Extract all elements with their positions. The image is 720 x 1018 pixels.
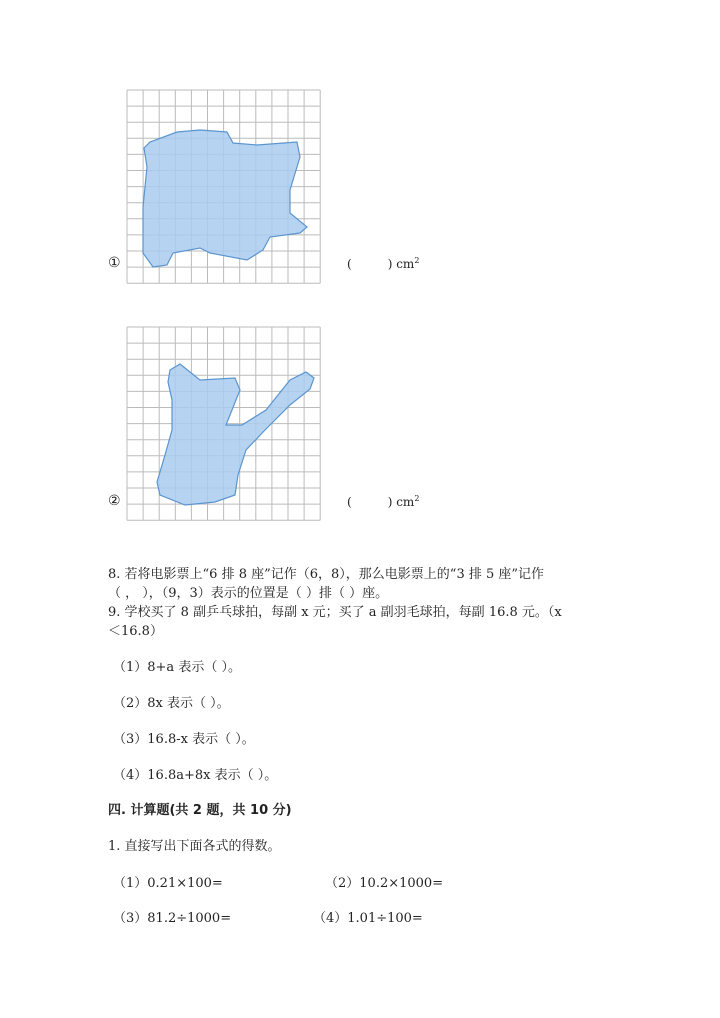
- irregular-shape-2: [157, 364, 314, 505]
- q9-item-2: （2）8x 表示（ ）。: [113, 696, 230, 711]
- close-paren: ): [387, 495, 393, 509]
- q8-line2: （ ， ），（9，3）表示的位置是（ ）排（ ）座。: [108, 586, 389, 601]
- calc-item-1: （1）0.21×100=: [113, 876, 223, 891]
- calc-prompt: 1. 直接写出下面各式的得数。: [108, 839, 281, 854]
- q8-line1: 8. 若将电影票上“6 排 8 座”记作（6，8），那么电影票上的“3 排 5 座”记作: [108, 567, 545, 582]
- calc-item-4: （4）1.01÷100=: [313, 911, 423, 926]
- open-paren: (: [347, 257, 352, 271]
- unit-power: 2: [414, 256, 420, 265]
- unit-power: 2: [414, 494, 420, 503]
- q9-item-3: （3）16.8-x 表示（ ）。: [113, 732, 255, 747]
- q9-line2: ＜16.8）: [108, 624, 163, 639]
- q9-item-1: （1）8+a 表示（ ）。: [113, 660, 241, 675]
- unit: cm: [396, 495, 415, 509]
- calc-item-3: （3）81.2÷1000=: [113, 911, 232, 926]
- q9-item-4: （4）16.8a+8x 表示（ ）。: [113, 768, 278, 783]
- figure-1-answer[interactable]: [347, 256, 419, 271]
- figure-2-answer[interactable]: [347, 494, 419, 509]
- q9-line1: 9. 学校买了 8 副乒乓球拍，每副 x 元；买了 a 副羽毛球拍，每副 16.8 元。（x: [108, 605, 562, 620]
- close-paren: ): [387, 257, 393, 271]
- irregular-shape-1: [143, 130, 307, 267]
- figure-1-label: ①: [108, 255, 121, 271]
- section-4-title: 四. 计算题(共 2 题，共 10 分): [108, 803, 292, 818]
- open-paren: (: [347, 495, 352, 509]
- unit: cm: [396, 257, 415, 271]
- calc-item-2: （2）10.2×1000=: [325, 876, 444, 891]
- figure-2-label: ②: [108, 493, 121, 509]
